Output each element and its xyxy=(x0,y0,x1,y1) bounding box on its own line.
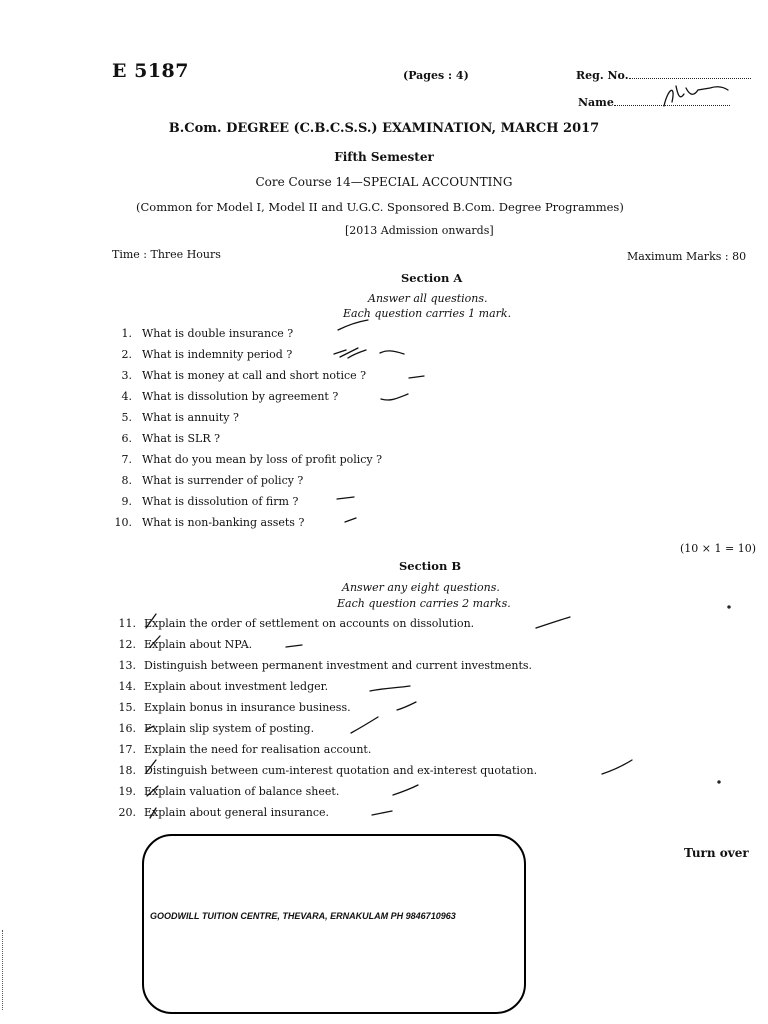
tick-mark-icon xyxy=(372,811,392,815)
section-b-question xyxy=(112,701,351,714)
question-number: 7. xyxy=(121,453,132,466)
question-number: 1. xyxy=(121,327,132,340)
name-dotted-line xyxy=(614,96,730,106)
tick-mark-icon xyxy=(370,686,410,691)
ink-dot-icon xyxy=(718,781,720,783)
question-text: What is SLR ? xyxy=(142,432,221,445)
question-text: Explain about investment ledger. xyxy=(144,680,329,693)
section-b-instruction-answer: Answer any eight questions. xyxy=(342,581,500,594)
page-count: (Pages : 4) xyxy=(403,69,469,82)
tick-mark-icon xyxy=(351,717,378,733)
question-number: 12. xyxy=(118,638,136,651)
section-a-score: (10 × 1 = 10) xyxy=(680,542,756,555)
question-number: 11. xyxy=(118,617,136,630)
question-text: What is indemnity period ? xyxy=(142,348,293,361)
common-programmes: (Common for Model I, Model II and U.G.C. Sponsored B.Com. Degree Programmes) xyxy=(136,200,624,214)
tick-mark-icon xyxy=(334,348,404,358)
question-text: Explain slip system of posting. xyxy=(144,722,315,735)
tuition-centre-stamp-text: GOODWILL TUITION CENTRE, THEVARA, ERNAKULAM PH 9846710963 xyxy=(150,911,456,921)
question-text: Explain bonus in insurance business. xyxy=(144,701,351,714)
question-text: What is annuity ? xyxy=(142,411,239,424)
tuition-centre-stamp-box xyxy=(142,834,526,1014)
section-a-question xyxy=(110,369,366,382)
reg-no-field xyxy=(576,69,751,82)
tick-mark-icon xyxy=(536,617,570,628)
question-number: 14. xyxy=(118,680,136,693)
name-label: Name xyxy=(578,96,614,109)
section-b-heading: Section B xyxy=(399,559,462,573)
exam-title: B.Com. DEGREE (C.B.C.S.S.) EXAMINATION, MARCH 2017 xyxy=(168,121,600,136)
paper-code: E 5187 xyxy=(112,60,189,82)
section-a-question xyxy=(110,348,292,361)
section-a-question xyxy=(110,432,220,445)
section-b-question xyxy=(112,680,328,693)
exam-time: Time : Three Hours xyxy=(112,248,221,261)
admission-note: [2013 Admission onwards] xyxy=(345,224,494,237)
question-number: 16. xyxy=(118,722,136,735)
section-b-question xyxy=(112,638,252,651)
question-text: Explain the order of settlement on accounts on dissolution. xyxy=(144,617,475,630)
question-number: 10. xyxy=(114,516,132,529)
question-number: 3. xyxy=(121,369,132,382)
turn-over-note: Turn over xyxy=(684,846,749,860)
question-text: What is dissolution of firm ? xyxy=(142,495,299,508)
section-a-question xyxy=(110,516,304,529)
section-b-question xyxy=(112,659,532,672)
question-text: What is money at call and short notice ? xyxy=(142,369,367,382)
question-number: 4. xyxy=(121,390,132,403)
question-text: What do you mean by loss of profit policy ? xyxy=(142,453,383,466)
section-a-question xyxy=(110,390,338,403)
maximum-marks: Maximum Marks : 80 xyxy=(627,250,747,263)
name-field xyxy=(578,96,730,109)
question-text: Explain the need for realisation account. xyxy=(144,743,372,756)
section-a-question xyxy=(110,495,298,508)
course-name: Core Course 14—SPECIAL ACCOUNTING xyxy=(255,175,513,189)
question-text: Distinguish between permanent investment and current investments. xyxy=(144,659,533,672)
tick-mark-icon xyxy=(286,645,302,647)
semester: Fifth Semester xyxy=(334,150,434,164)
question-number: 9. xyxy=(121,495,132,508)
section-b-question xyxy=(112,764,537,777)
section-a-instruction-marks: Each question carries 1 mark. xyxy=(343,307,512,320)
question-text: Explain about general insurance. xyxy=(144,806,330,819)
section-b-question xyxy=(112,617,474,630)
tick-mark-icon xyxy=(602,760,632,774)
question-text: What is double insurance ? xyxy=(142,327,294,340)
section-b-question xyxy=(112,806,329,819)
section-a-question xyxy=(110,474,303,487)
section-a-question xyxy=(110,411,239,424)
question-number: 18. xyxy=(118,764,136,777)
question-text: Explain about NPA. xyxy=(144,638,253,651)
tick-mark-icon xyxy=(337,497,354,499)
tick-mark-icon xyxy=(409,376,424,378)
tick-mark-icon xyxy=(338,320,368,330)
question-number: 5. xyxy=(121,411,132,424)
question-number: 20. xyxy=(118,806,136,819)
tick-mark-icon xyxy=(345,518,356,522)
section-a-instruction-answer: Answer all questions. xyxy=(368,292,488,305)
question-number: 6. xyxy=(121,432,132,445)
reg-no-dotted-line xyxy=(629,69,751,79)
tick-mark-icon xyxy=(381,394,408,400)
question-number: 19. xyxy=(118,785,136,798)
section-a-question xyxy=(110,453,382,466)
question-number: 8. xyxy=(121,474,132,487)
tick-mark-icon xyxy=(393,785,418,795)
question-text: What is non-banking assets ? xyxy=(142,516,305,529)
section-a-question xyxy=(110,327,293,340)
reg-no-label: Reg. No. xyxy=(576,69,629,82)
question-text: Distinguish between cum-interest quotation and ex-interest quotation. xyxy=(144,764,538,777)
ink-dot-icon xyxy=(728,606,730,608)
question-text: What is surrender of policy ? xyxy=(142,474,304,487)
section-b-question xyxy=(112,743,371,756)
question-number: 15. xyxy=(118,701,136,714)
question-text: What is dissolution by agreement ? xyxy=(142,390,339,403)
question-text: Explain valuation of balance sheet. xyxy=(144,785,340,798)
scan-edge-marks xyxy=(2,930,7,1010)
section-b-question xyxy=(112,785,339,798)
question-number: 13. xyxy=(118,659,136,672)
section-a-heading: Section A xyxy=(401,271,463,285)
tick-mark-icon xyxy=(397,702,416,710)
section-b-question xyxy=(112,722,314,735)
question-number: 2. xyxy=(121,348,132,361)
question-number: 17. xyxy=(118,743,136,756)
section-b-instruction-marks: Each question carries 2 marks. xyxy=(337,597,511,610)
